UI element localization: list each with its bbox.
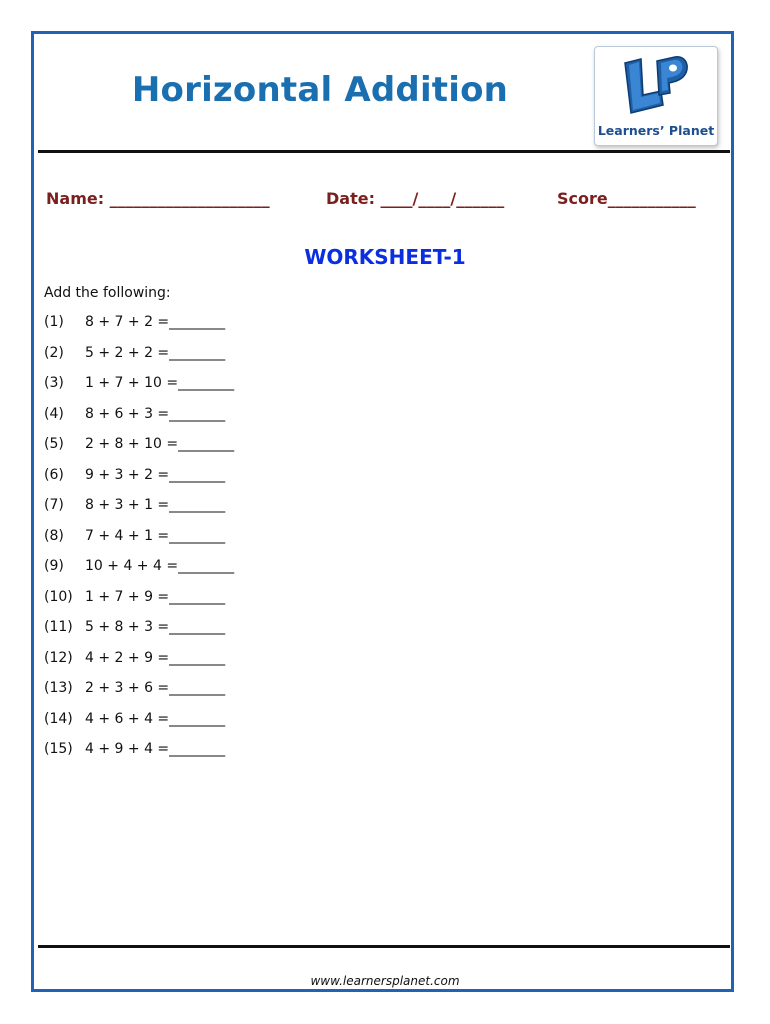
problem-expression: 4 + 6 + 4 =________ bbox=[85, 710, 226, 727]
problem-expression: 1 + 7 + 9 =________ bbox=[85, 588, 226, 605]
problem-number: (8) bbox=[44, 527, 64, 544]
problem-item bbox=[44, 589, 234, 620]
problem-item bbox=[44, 345, 234, 376]
problem-item bbox=[44, 558, 234, 589]
problem-number: (9) bbox=[44, 558, 64, 574]
problem-number: (12) bbox=[44, 649, 73, 666]
problem-number: (7) bbox=[44, 497, 64, 513]
problem-expression: 8 + 3 + 1 =________ bbox=[85, 497, 226, 513]
problem-item bbox=[44, 650, 234, 681]
problem-expression: 8 + 6 + 3 =________ bbox=[85, 405, 226, 422]
problem-number: (11) bbox=[44, 619, 73, 635]
problem-expression: 4 + 2 + 9 =________ bbox=[85, 649, 226, 666]
problem-item bbox=[44, 528, 234, 559]
problem-expression: 5 + 2 + 2 =________ bbox=[85, 344, 226, 361]
problem-number: (5) bbox=[44, 436, 64, 452]
name-field: Name: ____________________ bbox=[46, 189, 270, 208]
logo-text: Learners’ Planet bbox=[597, 123, 715, 138]
problem-item bbox=[44, 314, 234, 345]
problem-expression: 2 + 3 + 6 =________ bbox=[85, 680, 226, 696]
problem-number: (2) bbox=[44, 344, 64, 361]
problem-number: (13) bbox=[44, 680, 73, 696]
problem-number: (10) bbox=[44, 588, 73, 605]
header-divider bbox=[38, 150, 730, 153]
problem-expression: 1 + 7 + 10 =________ bbox=[85, 375, 235, 391]
date-field: Date: ____/____/______ bbox=[326, 189, 505, 208]
problem-item bbox=[44, 467, 234, 498]
instruction-text: Add the following: bbox=[44, 285, 171, 301]
problem-number: (4) bbox=[44, 405, 64, 422]
score-field: Score___________ bbox=[557, 189, 696, 208]
problem-item bbox=[44, 406, 234, 437]
footer-divider bbox=[38, 945, 730, 948]
problem-list bbox=[44, 314, 234, 772]
problem-expression: 7 + 4 + 1 =________ bbox=[85, 527, 226, 544]
problem-item bbox=[44, 436, 234, 467]
problem-number: (3) bbox=[44, 375, 64, 391]
problem-item bbox=[44, 741, 234, 772]
problem-expression: 4 + 9 + 4 =________ bbox=[85, 741, 226, 757]
problem-number: (6) bbox=[44, 466, 64, 483]
problem-number: (15) bbox=[44, 741, 73, 757]
page-title: Horizontal Addition bbox=[131, 70, 509, 110]
problem-item bbox=[44, 680, 234, 711]
problem-item bbox=[44, 619, 234, 650]
lp-logo-icon bbox=[621, 55, 691, 121]
problem-number: (14) bbox=[44, 710, 73, 727]
problem-expression: 5 + 8 + 3 =________ bbox=[85, 619, 226, 635]
worksheet-title: WORKSHEET-1 bbox=[304, 245, 466, 269]
problem-item bbox=[44, 711, 234, 742]
problem-expression: 2 + 8 + 10 =________ bbox=[85, 436, 235, 452]
problem-item bbox=[44, 497, 234, 528]
learners-planet-logo bbox=[594, 46, 718, 146]
problem-expression: 9 + 3 + 2 =________ bbox=[85, 466, 226, 483]
footer-url: www.learnersplanet.com bbox=[310, 974, 460, 988]
problem-number: (1) bbox=[44, 314, 64, 330]
problem-item bbox=[44, 375, 234, 406]
problem-expression: 8 + 7 + 2 =________ bbox=[85, 314, 226, 330]
problem-expression: 10 + 4 + 4 =________ bbox=[85, 558, 235, 574]
